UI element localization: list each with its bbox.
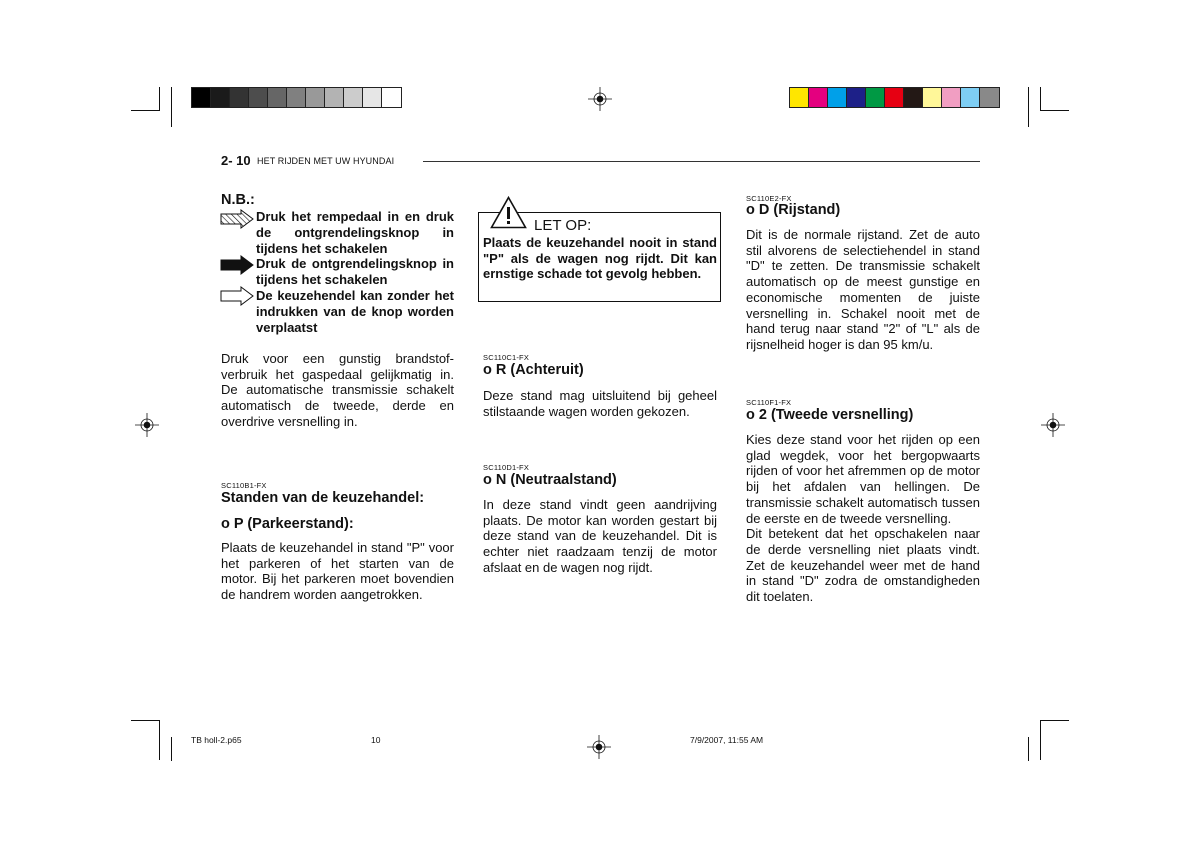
neutral-code: SC110D1-FX bbox=[483, 463, 530, 472]
gray-swatch bbox=[382, 88, 401, 107]
header-rule bbox=[423, 161, 980, 162]
reverse-code: SC110C1-FX bbox=[483, 353, 530, 362]
gray-swatch bbox=[363, 88, 382, 107]
crop-mark bbox=[1028, 737, 1029, 761]
color-swatch bbox=[828, 88, 847, 107]
park-text: Plaats de keuzehandel in stand "P" voor het parkeren of het starten van de motor. Bij het parkeren moet bovendien de handrem worden aangetrokken. bbox=[221, 540, 454, 603]
reverse-heading: o R (Achteruit) bbox=[483, 362, 584, 378]
color-swatch bbox=[885, 88, 904, 107]
second-gear-code: SC110F1-FX bbox=[746, 398, 792, 407]
park-heading: o P (Parkeerstand): bbox=[221, 516, 354, 532]
nb-item-brake-and-button: Druk het rempedaal in en druk de ontgrendelingsknop in tijdens het schakelen bbox=[256, 209, 454, 256]
color-swatch bbox=[847, 88, 866, 107]
crop-mark bbox=[1040, 720, 1041, 760]
crop-mark bbox=[159, 720, 160, 760]
registration-mark-icon bbox=[587, 735, 611, 759]
crop-mark bbox=[159, 87, 160, 111]
gray-swatch bbox=[211, 88, 230, 107]
drive-heading: o D (Rijstand) bbox=[746, 202, 841, 218]
solid-arrow-icon bbox=[220, 255, 254, 275]
gray-swatch bbox=[344, 88, 363, 107]
warning-triangle-icon bbox=[490, 196, 527, 229]
section-code: SC110B1-FX bbox=[221, 481, 267, 490]
crop-mark bbox=[1041, 720, 1069, 721]
crop-mark bbox=[131, 720, 159, 721]
nb-title: N.B.: bbox=[221, 192, 255, 208]
crop-mark bbox=[1040, 87, 1041, 111]
grayscale-calibration-bar bbox=[191, 87, 402, 108]
registration-mark-icon bbox=[588, 87, 612, 111]
color-swatch bbox=[923, 88, 942, 107]
second-gear-heading: o 2 (Tweede versnelling) bbox=[746, 407, 914, 423]
gray-swatch bbox=[192, 88, 211, 107]
footer-page: 10 bbox=[371, 735, 381, 745]
crop-mark bbox=[131, 110, 159, 111]
outline-arrow-icon bbox=[220, 286, 254, 306]
gray-swatch bbox=[287, 88, 306, 107]
drive-code: SC110E2-FX bbox=[746, 194, 792, 203]
registration-mark-icon bbox=[135, 413, 159, 437]
warning-text: Plaats de keuzehandel nooit in stand "P" als de wagen nog rijdt. Dit kan ernstige schade tot gevolg hebben. bbox=[483, 235, 717, 282]
fuel-economy-paragraph: Druk voor een gunstig brandstof-verbruik het gaspedaal gelijkmatig in. De automatische transmissie schakelt automatisch de tweede, derde en overdrive versnelling in. bbox=[221, 351, 454, 429]
footer-timestamp: 7/9/2007, 11:55 AM bbox=[690, 735, 764, 745]
section-title: HET RIJDEN MET UW HYUNDAI bbox=[257, 156, 395, 166]
crop-mark bbox=[1041, 110, 1069, 111]
crop-mark bbox=[171, 737, 172, 761]
color-swatch bbox=[904, 88, 923, 107]
color-swatch bbox=[961, 88, 980, 107]
nb-item-button-only: Druk de ontgrendelingsknop in tijdens het schakelen bbox=[256, 256, 454, 287]
second-gear-text: Kies deze stand voor het rijden op een glad wegdek, voor het bergopwaarts rijden of voor het afremmen op de motor bij het afdalen van hellingen. De transmissie schakelt automatisch tussen de eerste en de tweede versnelling. Dit betekent dat het opschakelen naar de derde versnelling niet plaats vindt. Zet de keuzehandel weer met de hand in stand "D" zodra de omstandigheden dit toelaten. bbox=[746, 432, 980, 605]
color-swatch bbox=[809, 88, 828, 107]
neutral-text: In deze stand vindt geen aandrijving plaats. De motor kan worden gestart bij deze stand van de keuzehandel. Dit is echter niet raadzaam tenzij de motor afslaat en de wagen nog rijdt. bbox=[483, 497, 717, 575]
neutral-heading: o N (Neutraalstand) bbox=[483, 472, 617, 488]
section-heading: Standen van de keuzehandel: bbox=[221, 490, 425, 506]
gray-swatch bbox=[249, 88, 268, 107]
registration-mark-icon bbox=[1041, 413, 1065, 437]
page-number: 2- 10 bbox=[221, 153, 251, 168]
warning-title: LET OP: bbox=[534, 217, 592, 234]
color-swatch bbox=[790, 88, 809, 107]
color-swatch bbox=[942, 88, 961, 107]
gray-swatch bbox=[230, 88, 249, 107]
reverse-text: Deze stand mag uitsluitend bij geheel stilstaande wagen worden gekozen. bbox=[483, 388, 717, 419]
hatched-arrow-icon bbox=[220, 209, 254, 229]
color-swatch bbox=[866, 88, 885, 107]
gray-swatch bbox=[306, 88, 325, 107]
gray-swatch bbox=[325, 88, 344, 107]
footer-filename: TB holl-2.p65 bbox=[191, 735, 242, 745]
drive-text: Dit is de normale rijstand. Zet de auto stil alvorens de selectiehendel in stand "D" te zetten. De transmissie schakelt automatisch op de meest gunstige en economische momenten de juiste versnelling in. Schakel nooit met de hand terug naar stand "2" of "L" als de rijsnelheid hoger is dan 95 km/u. bbox=[746, 227, 980, 352]
crop-mark bbox=[171, 87, 172, 127]
nb-item-free-move: De keuzehendel kan zonder het indrukken van de knop worden verplaatst bbox=[256, 288, 454, 335]
color-calibration-bar bbox=[789, 87, 1000, 108]
color-swatch bbox=[980, 88, 999, 107]
gray-swatch bbox=[268, 88, 287, 107]
crop-mark bbox=[1028, 87, 1029, 127]
